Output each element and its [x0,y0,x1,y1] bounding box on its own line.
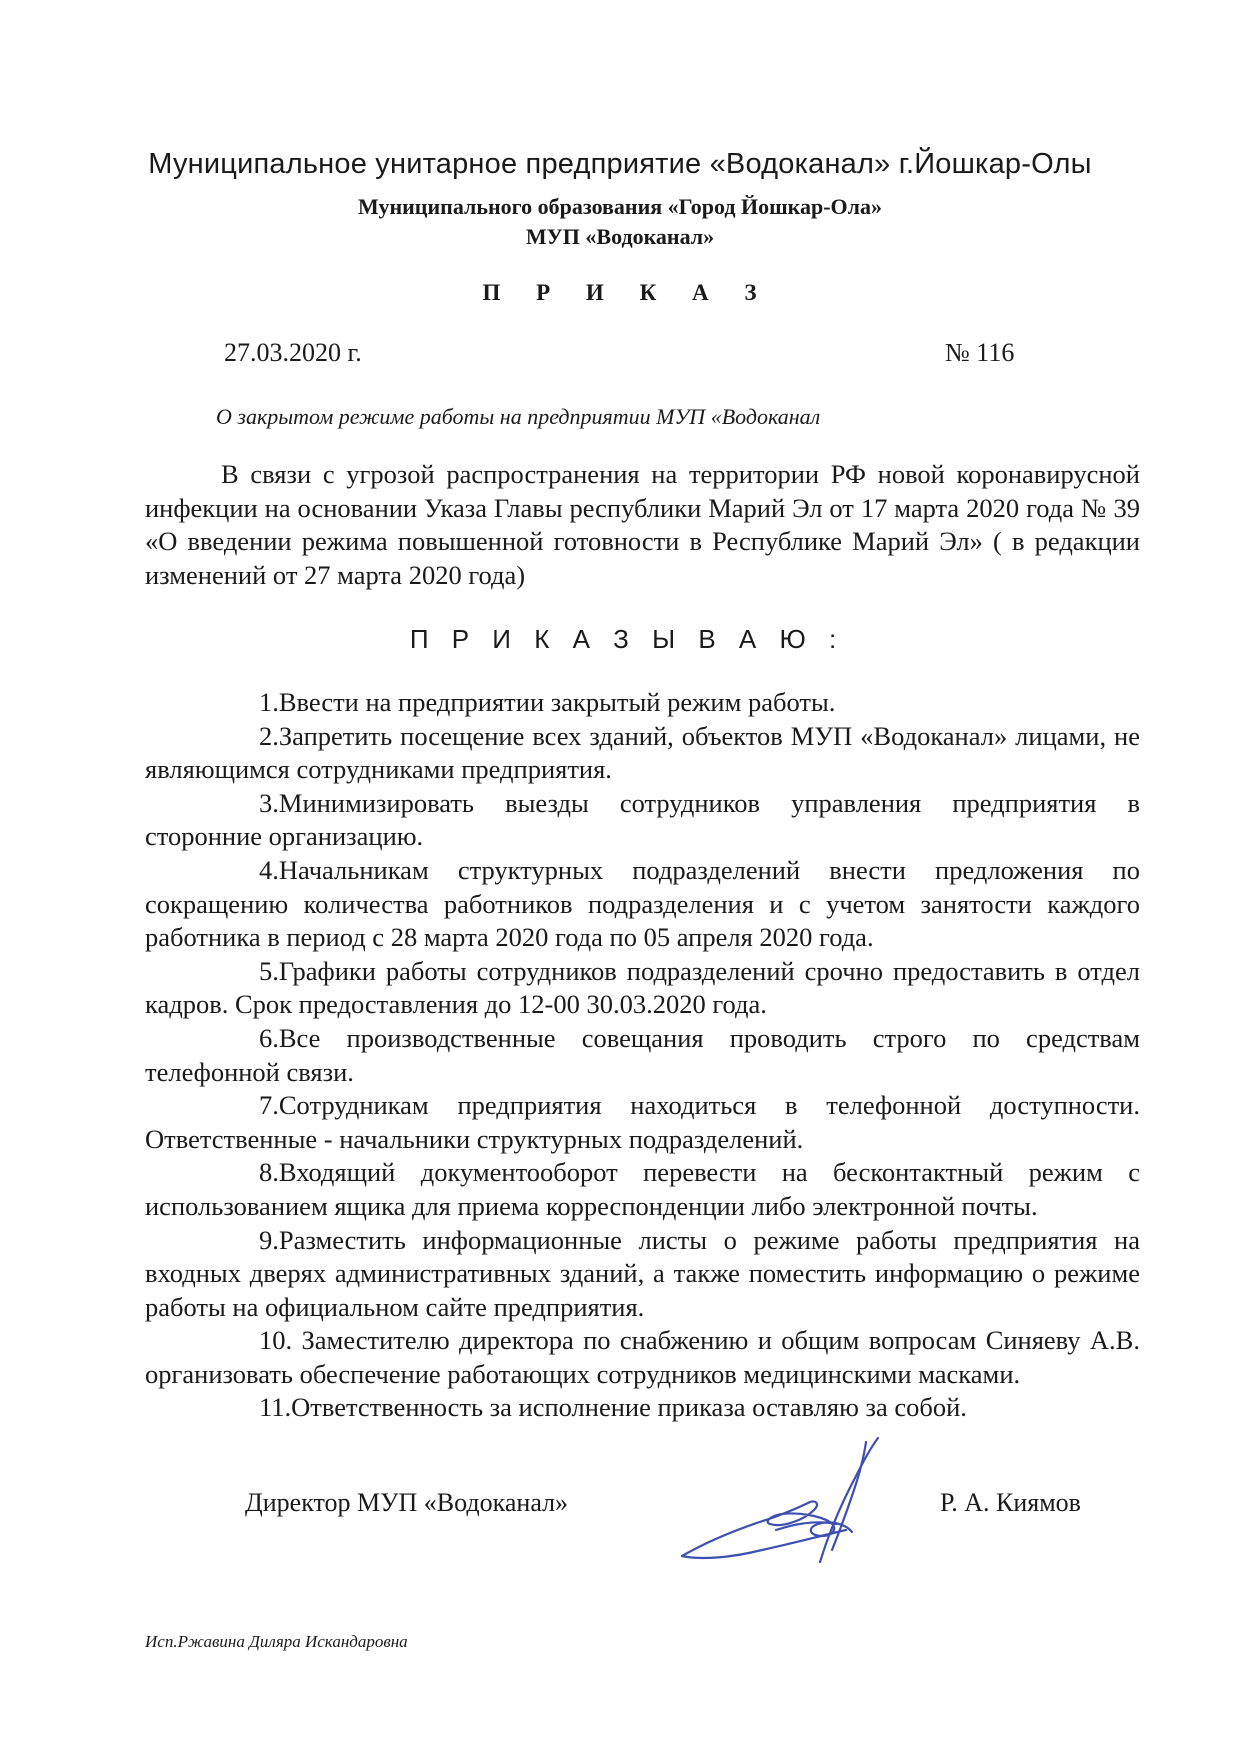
document-subject: О закрытом режиме работы на предприятии МУП «Водоканал [216,404,821,429]
order-item-5: 5.Графики работы сотрудников подразделений срочно предоставить в отдел кадров. Срок предоставления до 12-00 30.03.2020 года. [145,955,1140,1020]
order-item-8: 8.Входящий документооборот перевести на бесконтактный режим с использованием ящика для приема корреспонденции либо электронной почты. [145,1157,1140,1221]
order-item-10: 10. Заместителю директора по снабжению и общим вопросам Синяеву А.В. организовать обеспечение работающих сотрудников медицинскими масками. [145,1325,1140,1389]
organization-title: Муниципальное унитарное предприятие «Водоканал» г.Йошкар-Олы [148,148,1092,180]
signatory-name: Р. А. Киямов [940,1488,1081,1517]
order-item-1: 1.Ввести на предприятии закрытый режим работы. [259,687,836,717]
order-item-11: 11.Ответственность за исполнение приказа оставляю за собой. [259,1392,967,1423]
order-items-list [145,686,1140,1425]
order-item-2: 2.Запретить посещение всех зданий, объектов МУП «Водоканал» лицами, не являющимся сотрудниками предприятия. [145,720,1140,785]
order-item-3: 3.Минимизировать выезды сотрудников управления предприятия в сторонние организацию. [145,787,1140,852]
order-item-6: 6.Все производственные совещания проводить строго по средствам телефонной связи. [145,1022,1140,1087]
document-type-heading: П Р И К А З [482,280,772,305]
signature-strokes [682,1438,878,1562]
handwritten-signature [670,1432,910,1582]
order-item-4: 4.Начальникам структурных подразделений внести предложения по сокращению количества работников подразделения и с учетом занятости каждого работника в период с 28 марта 2020 года по 05 апреля 2020 года. [145,854,1140,953]
organization-subtitle-line-2: МУП «Водоканал» [525,224,715,249]
executor-note: Исп.Ржавина Диляра Искандаровна [145,1632,408,1651]
order-item-7: 7.Сотрудникам предприятия находиться в телефонной доступности. Ответственные - начальники структурных подразделений. [145,1090,1140,1154]
document-number: № 116 [945,338,1015,367]
command-heading: П Р И К А З Ы В А Ю : [409,624,845,654]
preamble-paragraph: В связи с угрозой распространения на территории РФ новой коронавирусной инфекции на основании Указа Главы республики Марий Эл от 17 марта 2020 года № 39 «О введении режима повышенной готовности в Республике Марий Эл» ( в редакции изменений от 27 марта 2020 года) [145,459,1140,590]
signatory-title: Директор МУП «Водоканал» [245,1488,569,1517]
order-item-9: 9.Разместить информационные листы о режиме работы предприятия на входных дверях административных зданий, а также поместить информацию о режиме работы на официальном сайте предприятия. [145,1224,1140,1322]
organization-subtitle-line-1: Муниципального образования «Город Йошкар-Ола» [357,194,882,219]
document-date: 27.03.2020 г. [224,338,362,367]
